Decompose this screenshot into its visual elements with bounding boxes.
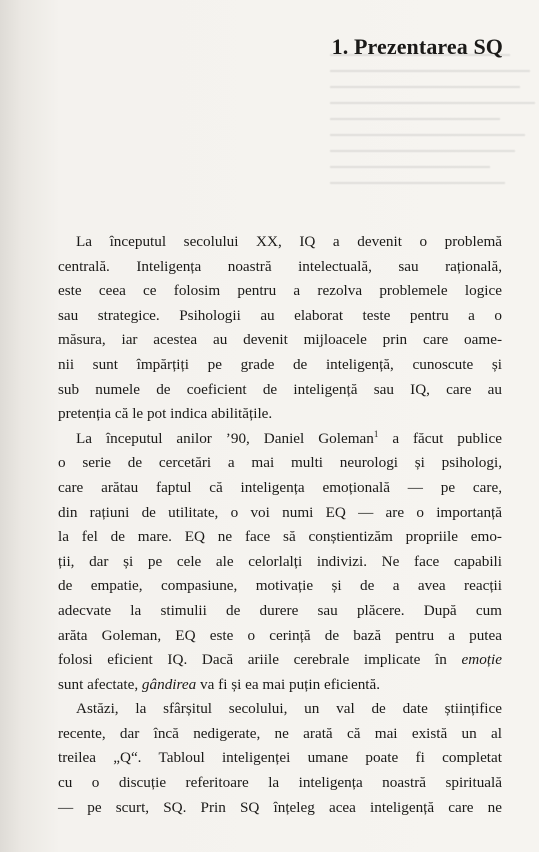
text-line: La începutul secolului XX, IQ a devenit o problemă [76, 233, 502, 250]
text-line [58, 427, 502, 452]
text-line: adecvate la stimulii de durere sau plăcere. După cum [58, 601, 502, 619]
text-line: de empatie, compasiune, motivație și de a avea reacții [58, 577, 502, 595]
text-line: nii sunt împărțiți pe grade de inteligență, cunoscute și [58, 355, 502, 373]
text-line [58, 648, 502, 673]
text-line [58, 673, 502, 698]
text-line: la fel de mare. EQ ne face să conștientizăm propriile emo- [58, 528, 502, 546]
text-line: o serie de cercetări a mai multi neurologi și psihologi, [58, 454, 502, 472]
text-fragment: va fi și ea mai puțin eficientă. [196, 675, 381, 693]
text-line: — pe scurt, SQ. Prin SQ înțeleg acea inteligență care ne [58, 798, 502, 816]
text-line: centrală. Inteligența noastră intelectuală, sau rațională, [58, 257, 502, 275]
text-line: sub numele de coeficient de inteligență sau IQ, care au [58, 380, 502, 398]
text-line: ții, dar și pe cele ale celorlalți indivizi. Ne face capabili [58, 552, 502, 570]
text-fragment: La începutul anilor ’90, Daniel Goleman [76, 429, 374, 447]
emphasis-word: emoție [461, 651, 503, 669]
text-line: măsura, iar acestea au devenit mijloacele prin care oame- [58, 331, 502, 349]
show-through-text [330, 40, 535, 210]
paragraph-3 [58, 697, 502, 820]
text-line: din rațiuni de utilitate, o voi numi EQ — are o importanță [58, 503, 502, 521]
paragraph-1 [58, 230, 502, 427]
text-line: treilea „Q“. Tabloul inteligenței umane poate fi completat [58, 749, 502, 767]
text-fragment: a făcut publice [378, 429, 503, 447]
text-line: Astăzi, la sfârșitul secolului, un val de date științifice [76, 700, 502, 718]
text-line: care arătau faptul că inteligența emoțională — pe care, [58, 478, 502, 496]
text-fragment: sunt afectate, [58, 675, 142, 693]
text-fragment: folosi eficient IQ. Dacă ariile cerebrale implicate în [58, 651, 447, 669]
text-line: este ceea ce folosim pentru a rezolva problemele logice [58, 282, 502, 300]
emphasis-word: gândirea [141, 675, 197, 693]
footnote-mark: 1 [373, 428, 379, 439]
text-line: arăta Goleman, EQ este o cerință de bază pentru a putea [58, 626, 502, 644]
text-line: pretenția că le pot indica abilitățile. [58, 405, 273, 423]
text-line: recente, dar încă nedigerate, ne arată că mai există un al [58, 724, 502, 742]
text-line: sau strategice. Psihologii au elaborat teste pentru a o [58, 306, 502, 324]
chapter-title: 1. Prezentarea SQ [331, 34, 503, 59]
text-line: cu o discuție referitoare la inteligența noastră spirituală [58, 774, 502, 792]
body-text [58, 230, 502, 820]
paragraph-2 [58, 427, 502, 698]
